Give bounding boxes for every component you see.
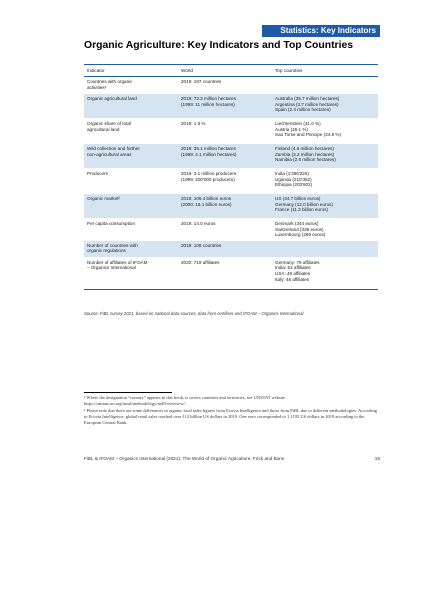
page-footer [84,456,380,461]
cell-top-countries-line: Spain (2.4 million hectares) [275,107,331,113]
cell-indicator [84,257,178,289]
cell-indicator-line: activities¹ [87,84,107,90]
cell-indicator-line: Producers [87,171,108,176]
cell-indicator [84,144,178,169]
cell-top-countries-line: Switzerland (338 euros) [275,226,324,232]
cell-top-countries-line: US (44.7 billion euros) [275,196,321,201]
cell-top-countries [272,194,378,219]
cell-top-countries-line: India (1'366'226) [275,171,309,176]
cell-world-line: 2019: 14.0 euros [181,221,216,226]
cell-world [178,169,272,194]
cell-indicator [84,219,178,241]
cell-world-line: 2019: 108 countries [181,242,222,248]
cell-top-countries-line: Germany: 79 affiliates [275,259,320,265]
cell-indicator [84,94,178,119]
cell-world-line: (1999: 11 million hectares) [181,101,235,107]
cell-indicator [84,169,178,194]
cell-top-countries-line: Luxembourg (265 euros) [275,232,326,238]
table-source-note: Source: FiBL survey 2021, based on national data sources, data from certifiers and IFOAM – Organics International [84,311,304,316]
cell-indicator-line: Number of countries with [87,242,138,248]
cell-top-countries-line: Denmark (344 euros) [275,221,319,226]
cell-top-countries-line: Zambia (3.2 million hectares) [275,151,335,157]
cell-indicator-line: non-agricultural areas [87,151,132,157]
cell-top-countries [272,257,378,289]
column-header-indicator: Indicator [84,65,178,77]
cell-world-line: 2019: 3.1 million producers [181,171,237,176]
cell-indicator-line: Organic share of total [87,121,131,126]
cell-world-line: 2019: 35.1 million hectares [181,146,236,151]
cell-top-countries-line: Australia (35.7 million hectares) [275,96,340,101]
cell-top-countries-line: Uganda (210'352) [275,176,312,182]
cell-indicator [84,119,178,144]
cell-top-countries-line: Sao Tome and Principe (24.9 %) [275,132,342,138]
cell-world [178,144,272,169]
table-row [84,144,378,169]
cell-top-countries [272,240,378,257]
table-row [84,169,378,194]
cell-top-countries-line: Germany (12.0 billion euros) [275,201,333,207]
cell-top-countries-line: Italy: 46 affiliates [275,276,310,282]
cell-top-countries [272,77,378,94]
cell-top-countries [272,119,378,144]
section-tag: Statistics: Key Indicators [262,25,380,37]
cell-top-countries-line: Liechtenstein (41.0 %) [275,121,321,126]
table-header-row [84,65,378,77]
table-row [84,194,378,219]
table-row [84,94,378,119]
footnotes [84,395,380,427]
cell-top-countries-line: Austria (26.1 %) [275,126,308,132]
page-title: Organic Agriculture: Key Indicators and Top Countries [84,40,354,51]
cell-indicator-line: Countries with organic [87,79,133,84]
cell-top-countries [272,94,378,119]
table-row [84,240,378,257]
page-number: 19 [374,456,380,461]
cell-indicator-line: Organic market² [87,196,120,201]
cell-world-line: 2019: 1.5 % [181,121,206,126]
cell-world-line: (2000: 15.1 billion euros) [181,201,232,207]
cell-top-countries [272,144,378,169]
cell-indicator [84,194,178,219]
footnote-1: ¹ Where the designation “country” appears in this book, it covers countries and territories, see UNSTAT website https://unstats.un.org/unsd/methodology/m49/overview/. [84,395,286,407]
cell-indicator-line: Per capita consumption [87,221,136,226]
cell-world [178,219,272,241]
cell-world-line: 2019: 106.4 billion euros [181,196,232,201]
table-row [84,119,378,144]
table-row [84,219,378,241]
cell-indicator-line: Organic agricultural land [87,96,137,101]
cell-top-countries-line: India: 52 affiliates [275,265,311,271]
cell-indicator-line: – Organics International [87,265,136,271]
cell-top-countries-line: Namibia (2.6 million hectares) [275,157,336,163]
cell-top-countries-line: Finland (4.6 million hectares) [275,146,334,151]
footnote-2: ² Please note that there are some differences in organic food sales figures from Ecovia Intelligence and those from FiBL due to different methodologies. According to Ecovia Intelligence, global retail sales reached over 112 billion US dollars in 2019. One euro corresponded to 1.1195 US dollars in 2019 according to the European Central Bank. [84,408,377,426]
cell-world-line: (1999: 200'000 producers) [181,176,235,182]
cell-world-line: 2019: 187 countries [181,79,222,84]
cell-top-countries-line: Argentina (3.7 million hectares) [275,101,339,107]
cell-top-countries-line: France (11.3 billion euros) [275,207,329,213]
key-indicators-table [84,64,378,290]
cell-world [178,119,272,144]
cell-world [178,94,272,119]
cell-indicator [84,77,178,94]
cell-indicator-line: agricultural land [87,126,120,132]
cell-world-line: 2019: 72.3 million hectares [181,96,236,101]
table-row [84,257,378,289]
cell-world [178,257,272,289]
cell-indicator [84,240,178,257]
footer-citation: FiBL & IFOAM – Organics International (2021): The World of Organic Agriculture. Frick and Bonn [84,456,285,461]
cell-top-countries-line: Ethiopia (203'602) [275,182,313,188]
cell-world [178,194,272,219]
column-header-world: World [178,65,272,77]
footnote-divider [84,392,172,393]
cell-world-line: (1999: 4.1 million hectares) [181,151,237,157]
column-header-top-countries: Top countries [272,65,378,77]
cell-top-countries-line: USA: 48 affiliates [275,270,311,276]
cell-indicator-line: organic regulations [87,248,126,254]
cell-indicator-line: Wild collection and further [87,146,140,151]
table-row [84,77,378,94]
cell-indicator-line: Number of affiliates of IFOAM [87,259,148,265]
cell-world-line: 2020: 719 affiliates [181,259,220,265]
cell-world [178,240,272,257]
cell-top-countries [272,219,378,241]
cell-top-countries [272,169,378,194]
cell-world [178,77,272,94]
